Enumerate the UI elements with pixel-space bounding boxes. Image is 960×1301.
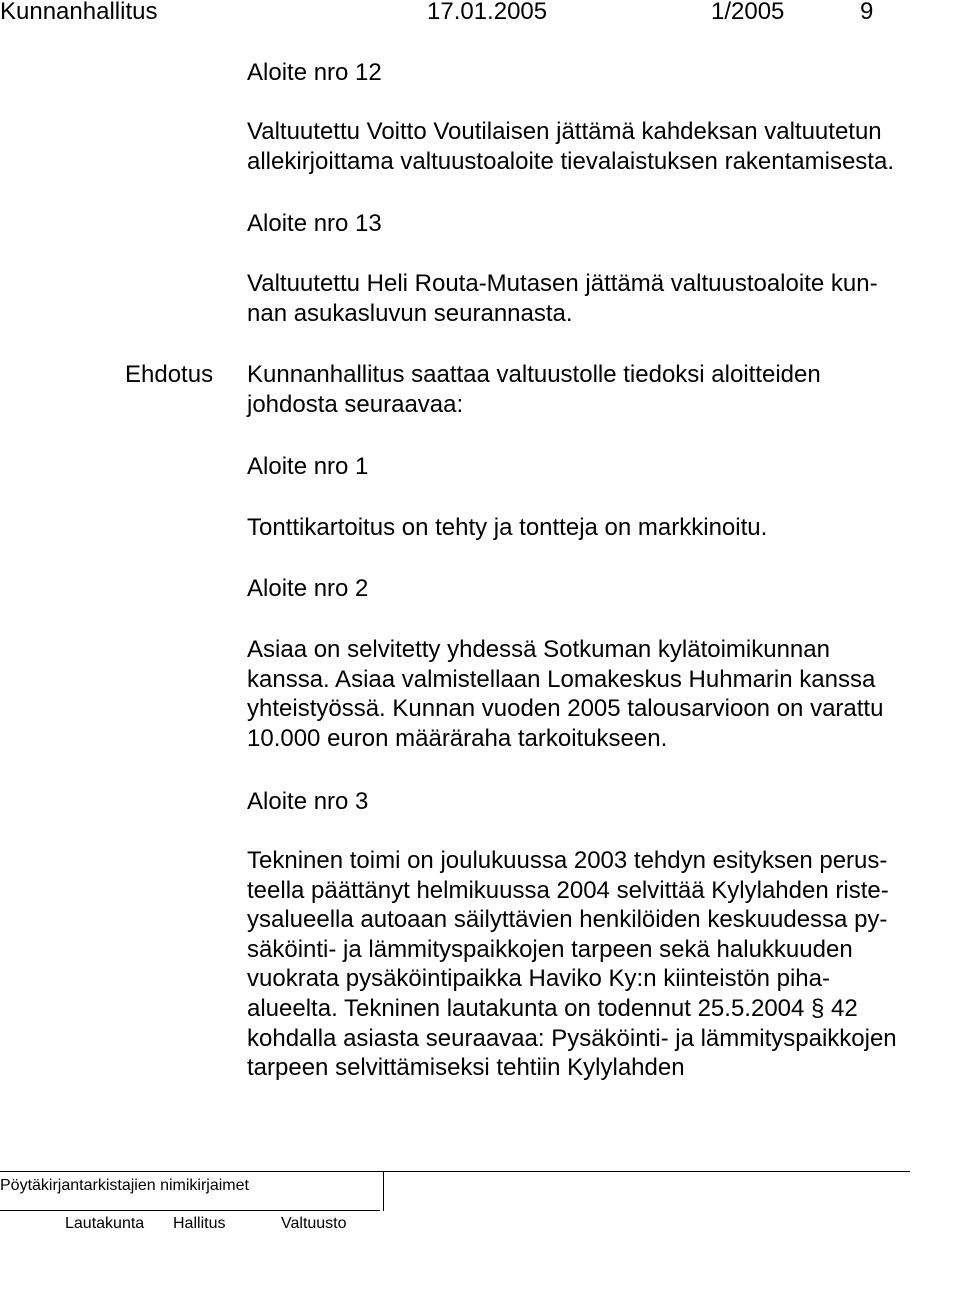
page-number: 9 <box>860 0 874 25</box>
text-line: Asiaa on selvitetty yhdessä Sotkuman kylätoimikunnan <box>247 636 830 663</box>
heading-aloite-2: Aloite nro 2 <box>247 575 369 602</box>
footer-col-hallitus: Hallitus <box>173 1215 226 1232</box>
text-line: vuokrata pysäköintipaikka Haviko Ky:n kiinteistön piha- <box>247 965 830 993</box>
heading-aloite-3: Aloite nro 3 <box>247 788 369 815</box>
text-line: alueelta. Tekninen lautakunta on todennut 25.5.2004 § 42 <box>247 994 858 1022</box>
paragraph-aloite-1 <box>247 513 767 543</box>
footer-divider <box>0 1210 380 1211</box>
footer-col-valtuusto: Valtuusto <box>281 1215 347 1232</box>
meeting-number: 1/2005 <box>711 0 785 25</box>
paragraph-aloite-3 <box>247 846 897 1083</box>
text-line: allekirjoittama valtuustoaloite tievalaistuksen rakentamisesta. <box>247 147 894 175</box>
footer-col-lautakunta: Lautakunta <box>65 1215 145 1232</box>
text-line: nan asukasluvun seurannasta. <box>247 299 573 327</box>
text-line: teella päättänyt helmikuussa 2004 selvittää Kylylahden riste- <box>247 876 889 904</box>
paragraph-aloite-2 <box>247 635 883 753</box>
heading-aloite-1: Aloite nro 1 <box>247 453 369 480</box>
footer-top-rule <box>0 1171 910 1172</box>
meeting-date: 17.01.2005 <box>427 0 548 25</box>
text-line: 10.000 euron määräraha tarkoitukseen. <box>247 724 668 752</box>
text-line: kanssa. Asiaa valmistellaan Lomakeskus Huhmarin kanssa <box>247 665 876 693</box>
text-line: tarpeen selvittämiseksi tehtiin Kylylahden <box>247 1054 685 1082</box>
paragraph-ehdotus <box>247 360 821 419</box>
signatures-label: Pöytäkirjantarkistajien nimikirjaimet <box>0 1177 249 1194</box>
ehdotus-label: Ehdotus <box>125 361 214 388</box>
footer-vertical-divider <box>383 1172 384 1211</box>
text-line: Valtuutettu Heli Routa-Mutasen jättämä valtuustoaloite kun- <box>247 270 878 297</box>
paragraph-aloite-12 <box>247 117 894 176</box>
heading-aloite-12: Aloite nro 12 <box>247 59 382 86</box>
heading-aloite-13: Aloite nro 13 <box>247 210 382 237</box>
text-line: johdosta seuraavaa: <box>247 390 464 418</box>
text-line: ysalueella autoaan säilyttävien henkilöiden keskuudessa py- <box>247 906 888 934</box>
text-line: säköinti- ja lämmityspaikkojen tarpeen sekä halukkuuden <box>247 935 853 963</box>
text-line: yhteistyössä. Kunnan vuoden 2005 talousarvioon on varattu <box>247 695 884 723</box>
document-title: Kunnanhallitus <box>0 0 158 25</box>
text-line: Tonttikartoitus on tehty ja tontteja on markkinoitu. <box>247 514 768 541</box>
text-line: Kunnanhallitus saattaa valtuustolle tiedoksi aloitteiden <box>247 361 821 388</box>
text-line: kohdalla asiasta seuraavaa: Pysäköinti- ja lämmityspaikkojen <box>247 1024 897 1052</box>
text-line: Tekninen toimi on joulukuussa 2003 tehdyn esityksen perus- <box>247 847 888 874</box>
paragraph-aloite-13 <box>247 269 878 328</box>
text-line: Valtuutettu Voitto Voutilaisen jättämä kahdeksan valtuutetun <box>247 118 882 145</box>
